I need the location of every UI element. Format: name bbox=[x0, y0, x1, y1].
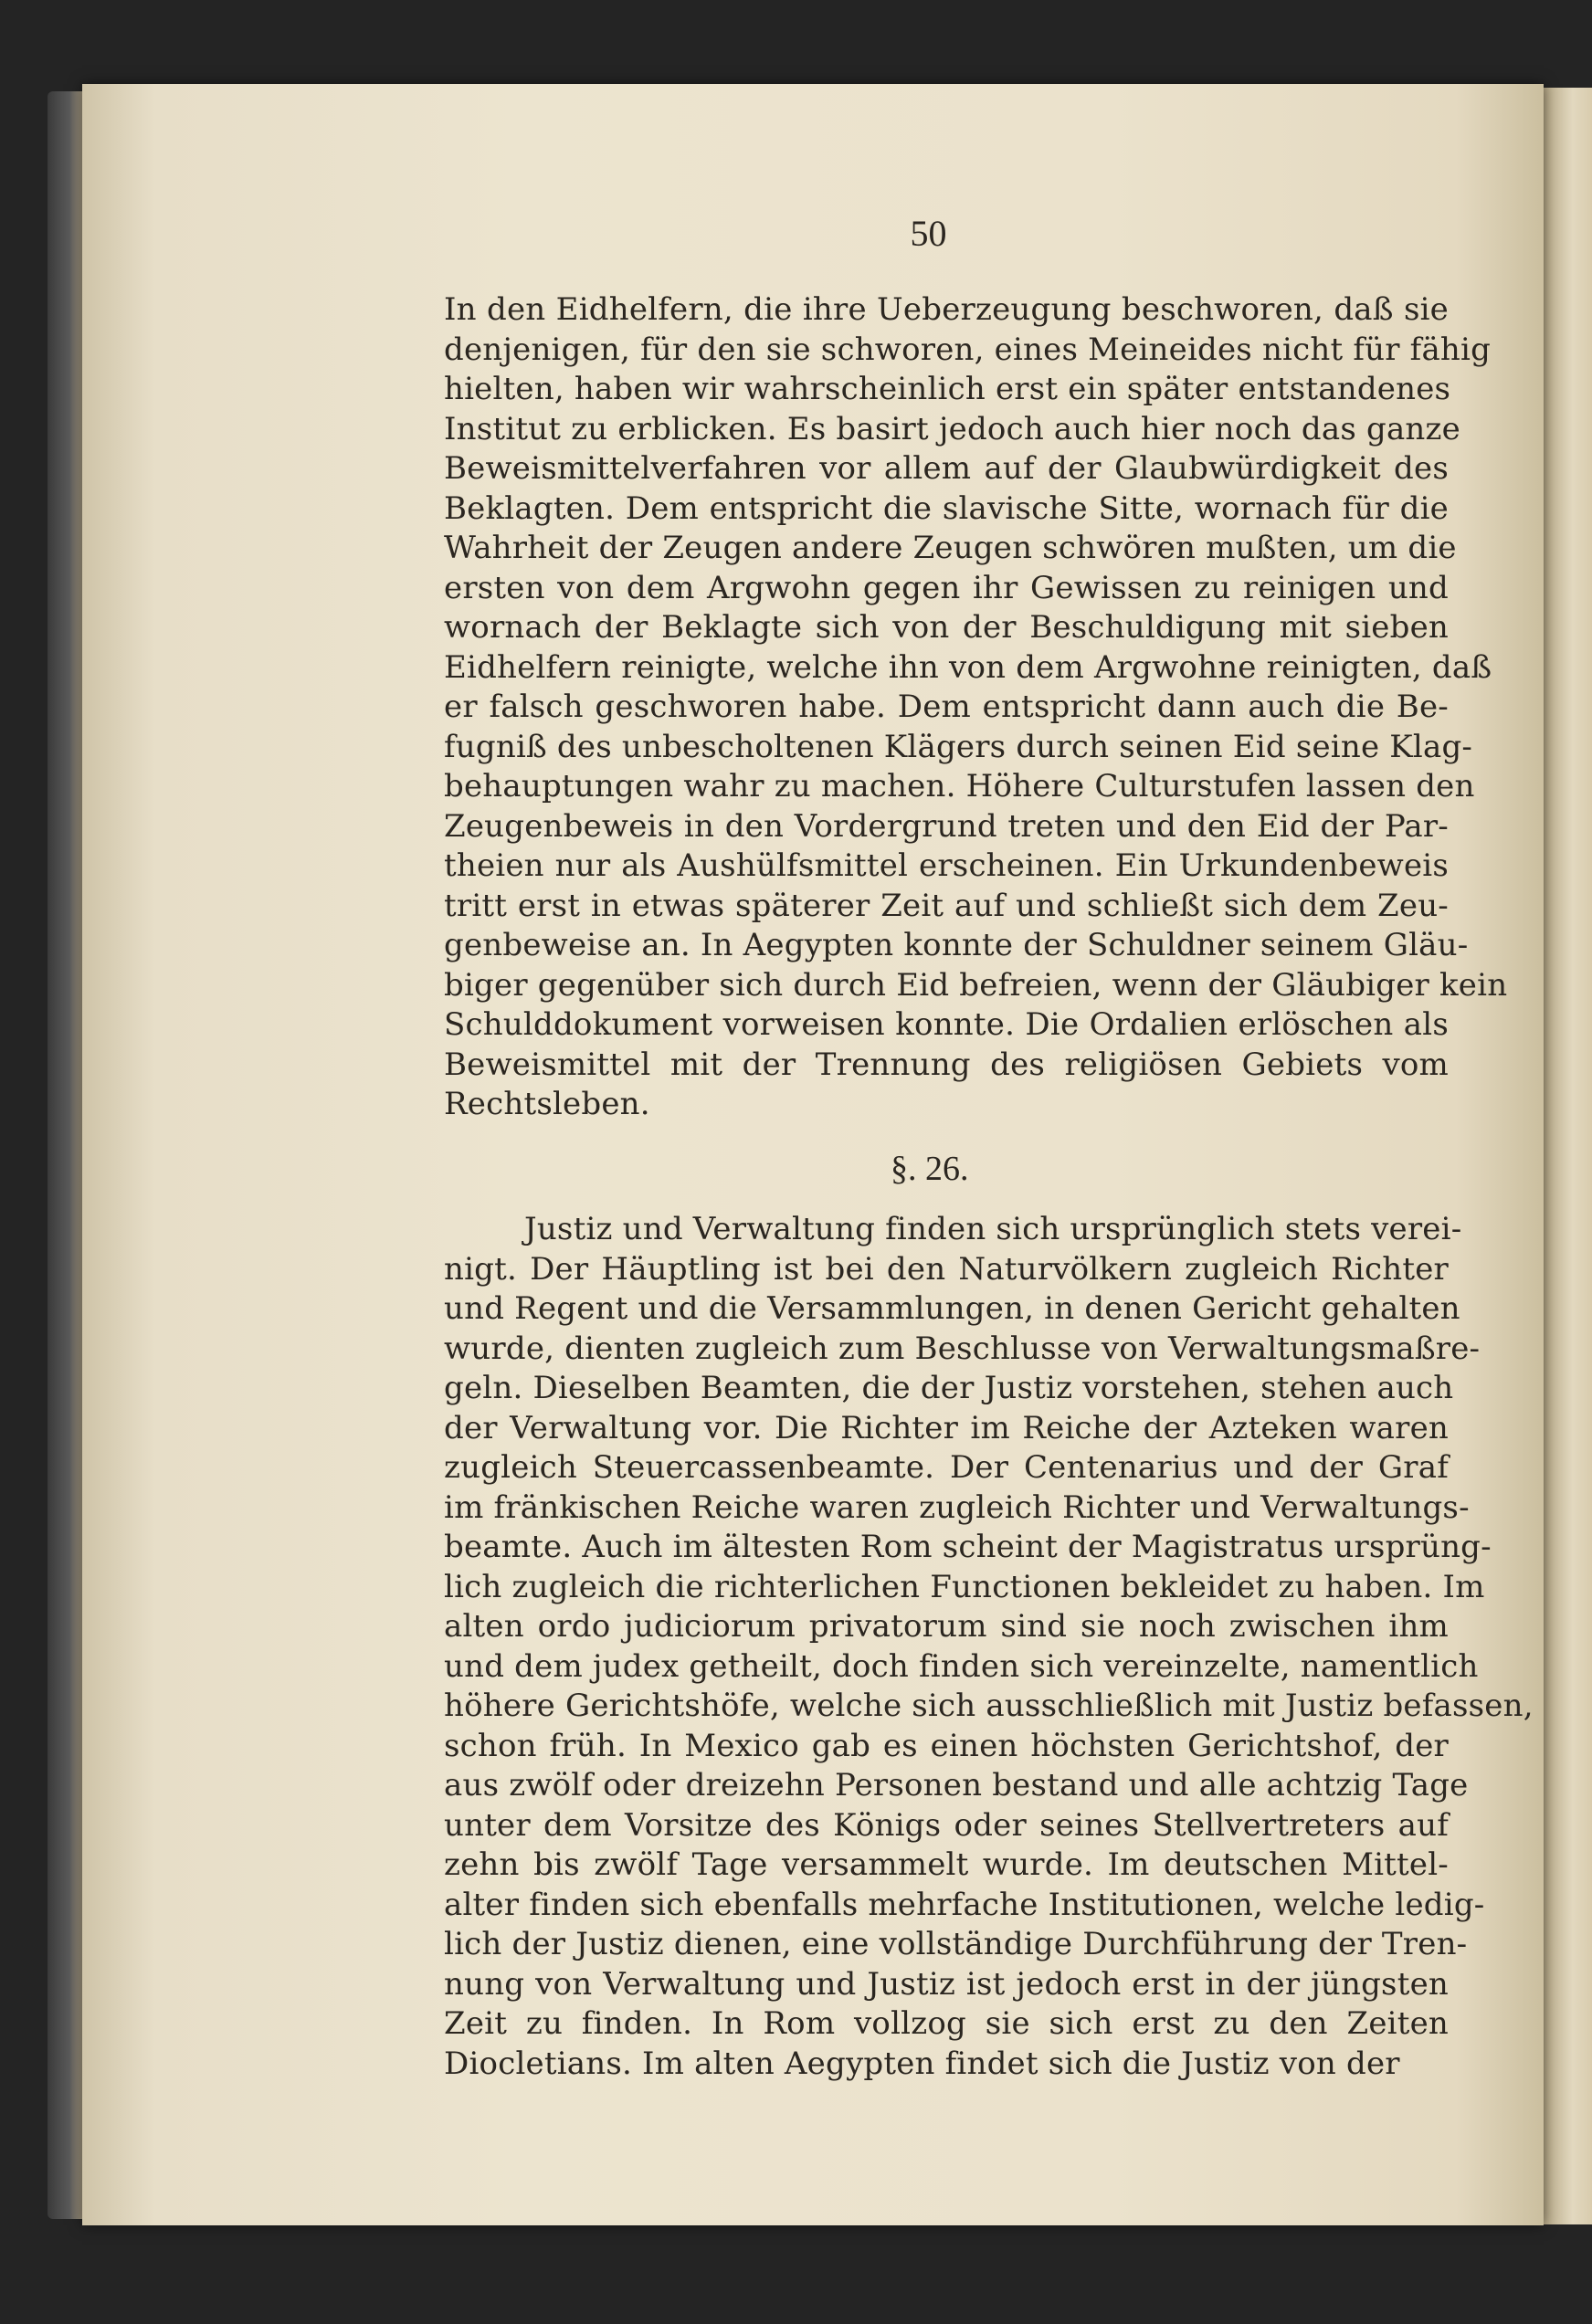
paragraph-1 bbox=[444, 290, 1508, 1125]
text-line: tritt erst in etwas späterer Zeit auf und schließt sich dem Zeu- bbox=[444, 887, 1449, 924]
paragraph-2 bbox=[444, 1210, 1534, 2084]
text-line: Zeit zu finden. In Rom vollzog sie sich erst zu den Zeiten bbox=[444, 2005, 1449, 2042]
text-line: Beklagten. Dem entspricht die slavische Sitte, wornach für die bbox=[444, 489, 1449, 527]
text-line: unter dem Vorsitze des Königs oder seines Stellvertreters auf bbox=[444, 1806, 1449, 1844]
text-line: theien nur als Aushülfsmittel erscheinen. Ein Urkundenbeweis bbox=[444, 847, 1449, 884]
text-line: behauptungen wahr zu machen. Höhere Culturstufen lassen den bbox=[444, 768, 1475, 804]
text-line: ersten von dem Argwohn gegen ihr Gewissen zu reinigen und bbox=[444, 569, 1449, 606]
text-line: alten ordo judiciorum privatorum sind sie noch zwischen ihm bbox=[444, 1608, 1449, 1645]
text-line: Rechtsleben. bbox=[444, 1086, 650, 1122]
text-line: wornach der Beklagte sich von der Beschuldigung mit sieben bbox=[444, 609, 1449, 646]
text-line: genbeweise an. In Aegypten konnte der Schuldner seinem Gläu- bbox=[444, 927, 1469, 963]
text-line: alter finden sich ebenfalls mehrfache Institutionen, welche ledig- bbox=[444, 1886, 1485, 1923]
next-page-edge bbox=[1544, 88, 1592, 2224]
text-line: Beweismittel mit der Trennung des religiösen Gebiets vom bbox=[444, 1046, 1449, 1083]
text-line: lich zugleich die richterlichen Functionen bekleidet zu haben. Im bbox=[444, 1568, 1485, 1605]
text-line: höhere Gerichtshöfe, welche sich ausschließlich mit Justiz befassen, bbox=[444, 1688, 1534, 1724]
text-line: denjenigen, für den sie schworen, eines Meineides nicht für fähig bbox=[444, 331, 1492, 368]
text-line: schon früh. In Mexico gab es einen höchsten Gerichtshof, der bbox=[444, 1727, 1449, 1764]
text-line: zehn bis zwölf Tage versammelt wurde. Im deutschen Mittel- bbox=[444, 1846, 1449, 1883]
text-line: Beweismittelverfahren vor allem auf der Glaubwürdigkeit des bbox=[444, 450, 1449, 487]
text-line: Diocletians. Im alten Aegypten findet sich die Justiz von der bbox=[444, 2045, 1400, 2082]
text-line: er falsch geschworen habe. Dem entspricht dann auch die Be- bbox=[444, 689, 1449, 725]
text-line: In den Eidhelfern, die ihre Ueberzeugung beschworen, daß sie bbox=[444, 291, 1449, 328]
section-heading: §. 26. bbox=[891, 1150, 969, 1188]
text-line: zugleich Steuercassenbeamte. Der Centenarius und der Graf bbox=[444, 1449, 1449, 1486]
text-line: Institut zu erblicken. Es basirt jedoch auch hier noch das ganze bbox=[444, 410, 1460, 447]
text-line: im fränkischen Reiche waren zugleich Richter und Verwaltungs- bbox=[444, 1488, 1470, 1526]
text-line: Wahrheit der Zeugen andere Zeugen schwören mußten, um die bbox=[444, 530, 1457, 566]
text-line: nung von Verwaltung und Justiz ist jedoch erst in der jüngsten bbox=[444, 1965, 1449, 2003]
text-line: Zeugenbeweis in den Vordergrund treten und den Eid der Par- bbox=[444, 807, 1449, 845]
text-line: fugniß des unbescholtenen Klägers durch seinen Eid seine Klag- bbox=[444, 728, 1473, 765]
text-line: wurde, dienten zugleich zum Beschlusse von Verwaltungsmaßre- bbox=[444, 1330, 1481, 1367]
text-line: und Regent und die Versammlungen, in denen Gericht gehalten bbox=[444, 1290, 1460, 1327]
text-line: biger gegenüber sich durch Eid befreien, wenn der Gläubiger kein bbox=[444, 966, 1508, 1004]
text-line: Justiz und Verwaltung finden sich ursprünglich stets verei- bbox=[524, 1211, 1462, 1247]
text-line: lich der Justiz dienen, eine vollständige Durchführung der Tren- bbox=[444, 1926, 1468, 1962]
text-line: der Verwaltung vor. Die Richter im Reiche der Azteken waren bbox=[444, 1409, 1449, 1446]
page-number: 50 bbox=[910, 213, 947, 254]
text-line: Eidhelfern reinigte, welche ihn von dem Argwohne reinigten, daß bbox=[444, 648, 1492, 686]
text-line: aus zwölf oder dreizehn Personen bestand und alle achtzig Tage bbox=[444, 1767, 1469, 1803]
text-line: hielten, haben wir wahrscheinlich erst ein später entstandenes bbox=[444, 371, 1451, 407]
text-line: nigt. Der Häuptling ist bei den Naturvölkern zugleich Richter bbox=[444, 1250, 1449, 1288]
text-line: beamte. Auch im ältesten Rom scheint der Magistratus ursprüng- bbox=[444, 1529, 1492, 1565]
text-line: geln. Dieselben Beamten, die der Justiz vorstehen, stehen auch bbox=[444, 1370, 1454, 1406]
text-line: und dem judex getheilt, doch finden sich vereinzelte, namentlich bbox=[444, 1647, 1479, 1685]
text-line: Schulddokument vorweisen konnte. Die Ordalien erlöschen als bbox=[444, 1006, 1449, 1043]
